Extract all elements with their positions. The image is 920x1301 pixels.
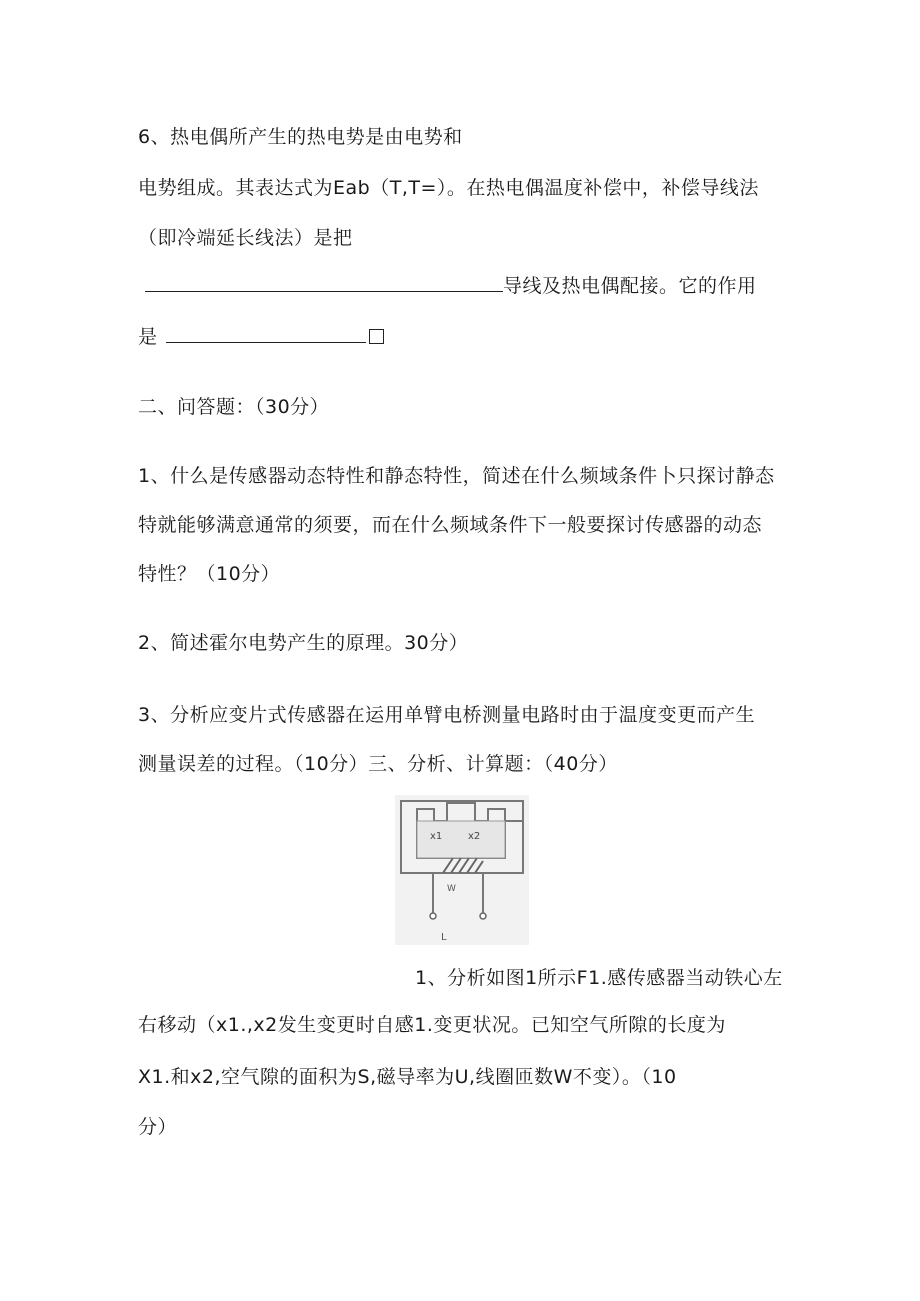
terminal-left xyxy=(430,913,436,919)
label-w: W xyxy=(447,884,456,894)
q6-line2: 电势组成。其表达式为Eab（T,T=）。在热电偶温度补偿中，补偿导线法 xyxy=(138,177,759,199)
q6-line5-text: 是 xyxy=(138,326,158,348)
fill-blank-1 xyxy=(145,273,503,292)
s2-q1-line3: 特性？（10分） xyxy=(138,563,281,585)
s2-q3-line1: 3、分析应变片式传感器在运用单臂电桥测量电路时由于温度变更而产生 xyxy=(138,704,756,726)
label-x1: x1 xyxy=(430,831,443,842)
q6-line4-text: 导线及热电偶配接。它的作用 xyxy=(503,275,757,297)
terminal-right xyxy=(480,913,486,919)
fill-blank-2 xyxy=(166,324,366,343)
s2-q1-line1: 1、什么是传感器动态特性和静态特性，简述在什么频域条件卜只探讨静态 xyxy=(138,465,775,487)
inductive-sensor-figure xyxy=(395,795,529,945)
q6-line4 xyxy=(145,273,757,299)
s3-q1-line4: 分） xyxy=(138,1116,178,1138)
square-box-icon xyxy=(369,329,384,344)
s2-q1-line2: 特就能够满意通常的须要，而在什么频域条件下一般要探讨传感器的动态 xyxy=(138,514,763,536)
q6-line3: （即冷端延长线法）是把 xyxy=(138,227,353,249)
s3-q1-line2: 右移动（x1.,x2发生变更时自感1.变更状况。已知空气所隙的长度为 xyxy=(138,1014,726,1036)
s2-q2: 2、简述霍尔电势产生的原理。30分） xyxy=(138,632,469,654)
q6-line5 xyxy=(138,324,384,350)
section2-heading: 二、问答题：（30分） xyxy=(138,396,330,418)
label-x2: x2 xyxy=(468,831,481,842)
label-l: L xyxy=(441,932,447,943)
s2-q3-line2: 测量误差的过程。（10分）三、分析、计算题：（40分） xyxy=(138,753,618,775)
q6-line1: 6、热电偶所产生的热电势是由电势和 xyxy=(138,126,463,148)
s3-q1-line3: X1.和x2,空气隙的面积为S,磁导率为U,线圈匝数W不变）。（10 xyxy=(138,1066,677,1088)
s3-q1-line1: 1、分析如图1所示F1.感传感器当动铁心左 xyxy=(415,967,783,989)
